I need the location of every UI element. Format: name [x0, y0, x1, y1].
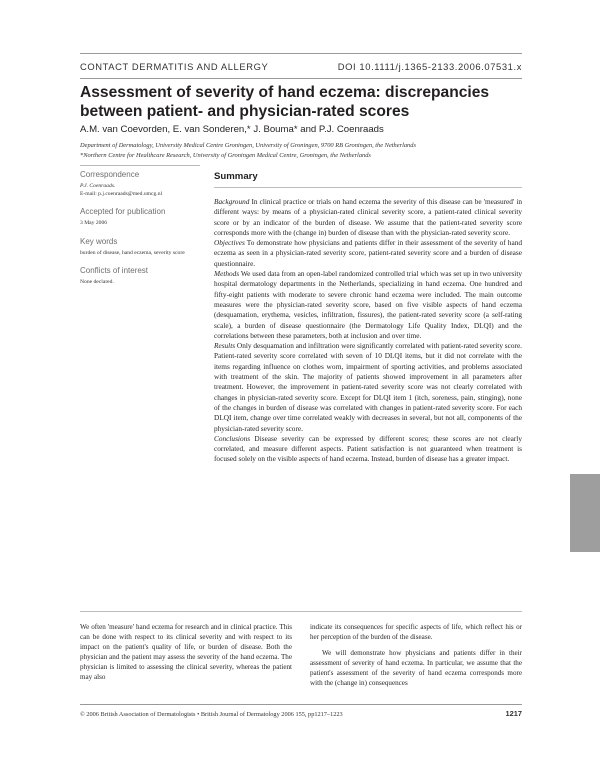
footer-citation: © 2006 British Association of Dermatologists • British Journal of Dermatology 2006 155, pp1217–1223 [80, 711, 343, 718]
conflicts-text: None declared. [80, 278, 114, 285]
affiliation-1: Department of Dermatology, University Medical Centre Groningen, University of Groningen, 9700 RB Groningen, the Netherlands [80, 142, 416, 149]
author-list: A.M. van Coevorden, E. van Sonderen,* J. Bouma* and P.J. Coenraads [80, 124, 384, 135]
section-label: CONTACT DERMATITIS AND ALLERGY [80, 60, 269, 72]
results-text: Only desquamation and infiltration were significantly correlated with patient-rated severity score. Patient-rated severity score correlated with seven of 10 DLQI items, but it did not correlate with the items regarding influence on clothes worn, impairment of sporting activities, and problems associated with treatment of the skin. The majority of patients showed improvement in all parameters after treatment. However, the improvement in patient-rated severity score was not clearly correlated with changes in physician-rated severity score. Except for DLQI item 1 (itch, soreness, pain, stinging), none of the changes in burden of disease was correlated with changes in patient-rated severity score. For each DLQI item, change over time correlated weakly with decreases in several, but not all, components of the physician-rated severity score. [214, 341, 523, 433]
page-footer [80, 704, 522, 718]
journal-header [80, 53, 522, 79]
conflicts-label: Conflicts of interest [80, 265, 149, 275]
correspondence-email[interactable]: E-mail: p.j.coenraads@med.umcg.nl [80, 191, 163, 198]
sidebar-rule [80, 165, 200, 166]
article-title: Assessment of severity of hand eczema: discrepancies between patient- and physician-rated scores [80, 84, 490, 120]
affiliation-2: *Northern Centre for Healthcare Research, University of Groningen Medical Centre, Groningen, the Netherlands [80, 152, 371, 159]
abstract-results [214, 341, 522, 434]
summary-heading: Summary [214, 171, 258, 182]
body-column-left [80, 622, 292, 688]
doi-label: DOI 10.1111/j.1365-2133.2006.07531.x [337, 60, 522, 72]
keywords-block [80, 237, 202, 257]
body-paragraph: indicate its consequences for specific aspects of life, which reflect his or her perception of the burden of the disease. [310, 623, 522, 641]
background-text: In clinical practice or trials on hand eczema the severity of this disease can be 'measured' in different ways: by means of a physician-rated clinical severity score, a patient-rated clinical severity score or by an indicator of the burden of disease. We assume that the patient-rated severity score corresponds more with the (change in) burden of disease than with the physician-rated severity score. [214, 197, 522, 237]
body-rule [80, 611, 522, 612]
conclusions-text: Disease severity can be expressed by different scores; these scores are not clearly correlated, and measure different aspects. Patient satisfaction is not guaranteed when treatment is focused solely on the visible aspects of hand eczema. Instead, burden of disease has a greater impact. [214, 433, 522, 464]
body-paragraph: We often 'measure' hand eczema for research and in clinical practice. This can be done with respect to its clinical severity and with respect to its impact on the patient's quality of life, or burden of disease. Both the physician and the patient may assess the severity of the hand eczema. The physician is limited to assessing the clinical severity, whereas the patient may also [80, 623, 292, 681]
body-column-right [310, 622, 522, 694]
conflicts-block [80, 266, 202, 286]
objectives-text: To demonstrate how physicians and patients differ in their assessment of the severity of hand eczema as seen in a physician-rated severity score, patient-rated severity score and a burden of disease questionnaire. [214, 238, 522, 268]
methods-label: Methods [214, 269, 240, 279]
article-sidebar [80, 170, 202, 295]
correspondence-label: Correspondence [80, 170, 140, 179]
background-label: Background [214, 197, 250, 206]
correspondence-name: P.J. Coenraads. [80, 183, 116, 189]
section-thumb-tab [570, 474, 600, 552]
summary-rule [214, 187, 522, 188]
page-number: 1217 [505, 709, 522, 718]
accepted-label: Accepted for publication [80, 207, 166, 217]
affiliations [80, 141, 522, 161]
conclusions-label: Conclusions [214, 433, 251, 443]
abstract-methods [214, 269, 522, 341]
accepted-date: 3 May 2006 [80, 220, 108, 227]
correspondence-block [80, 170, 202, 198]
results-label: Results [214, 341, 236, 351]
objectives-label: Objectives [214, 238, 245, 248]
keywords-text: burden of disease, hand eczema, severity score [80, 249, 185, 256]
abstract-background [214, 197, 522, 238]
abstract-objectives [214, 238, 522, 269]
accepted-block [80, 207, 202, 227]
abstract-conclusions [214, 434, 522, 465]
body-paragraph: We will demonstrate how physicians and patients differ in their assessment of severity of hand eczema. In particular, we assume that the patient's assessment of the severity of hand eczema corresponds more with the (change in) consequences [310, 649, 522, 687]
methods-text: We used data from an open-label randomized controlled trial which was set up in two university hospital dermatology departments in the Netherlands, specializing in hand eczema. One hundred and fifty-eight patients with moderate to severe chronic hand eczema were included. The main outcome measures were the physician-rated severity score, based on five visible aspects of hand eczema (desquamation, erythema, vesicles, infiltration, fissures), the patient-rated severity score (a self-rating scale), a burden of disease questionnaire (the Dermatology Life Quality Index, DLQI) and the correlations between these parameters, both at inclusion and over time. [214, 269, 522, 340]
keywords-label: Key words [80, 236, 118, 246]
abstract [214, 197, 522, 465]
